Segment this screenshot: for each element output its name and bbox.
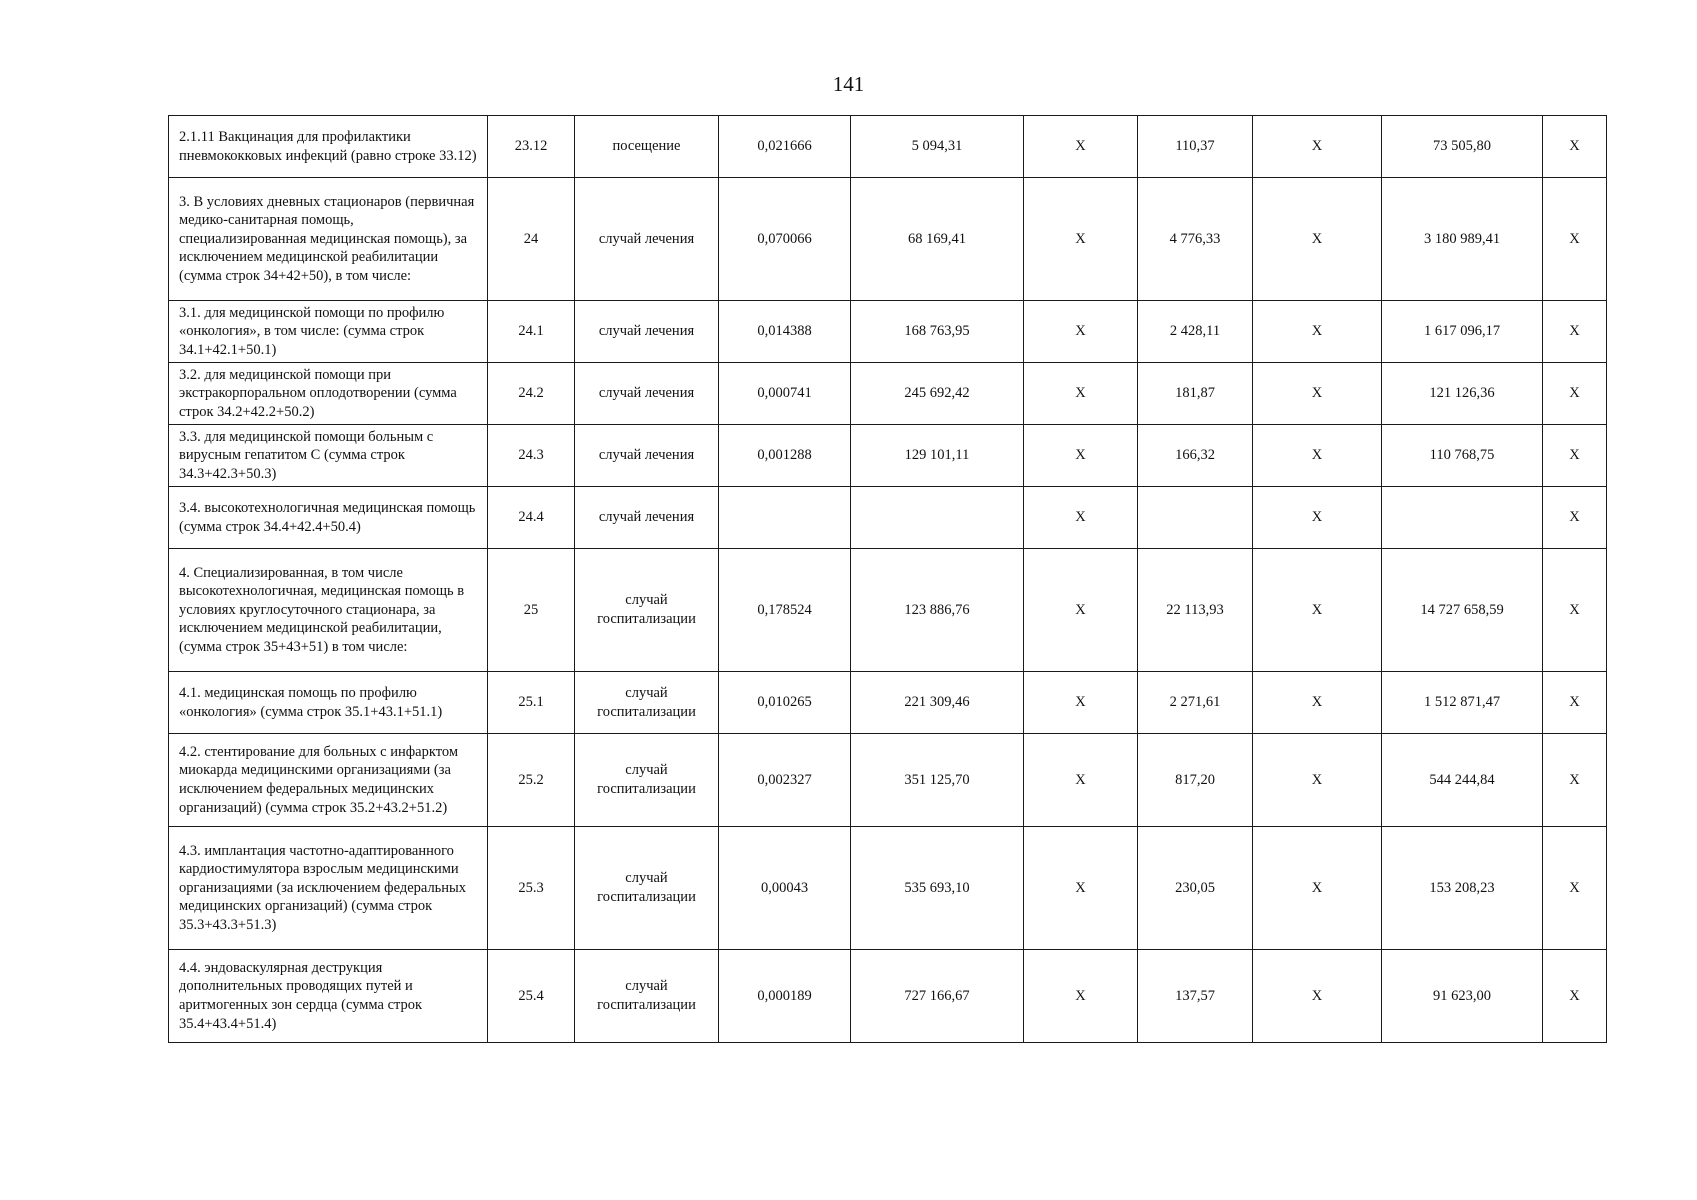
row-total: 1 617 096,17 — [1382, 301, 1543, 363]
row-code: 25.3 — [488, 827, 575, 950]
row-volume: 0,000189 — [719, 950, 851, 1043]
table-row — [169, 178, 1607, 301]
row-x-mark: Х — [1253, 425, 1382, 487]
row-code: 24.4 — [488, 487, 575, 549]
row-unit: случай госпитализации — [575, 672, 719, 734]
row-per-capita — [1138, 487, 1253, 549]
row-unit: случай лечения — [575, 425, 719, 487]
row-unit: случай лечения — [575, 363, 719, 425]
row-x-mark: Х — [1024, 549, 1138, 672]
row-x-mark: Х — [1024, 425, 1138, 487]
row-description: 3.1. для медицинской помощи по профилю «онкология», в том числе: (сумма строк 34.1+42.1+50.1) — [169, 301, 488, 363]
row-description: 4.1. медицинская помощь по профилю «онкология» (сумма строк 35.1+43.1+51.1) — [169, 672, 488, 734]
row-x-mark: Х — [1543, 116, 1607, 178]
row-volume: 0,001288 — [719, 425, 851, 487]
row-unit: случай госпитализации — [575, 950, 719, 1043]
page-number: 141 — [832, 72, 865, 96]
row-volume — [719, 487, 851, 549]
table-row — [169, 672, 1607, 734]
row-description: 4.4. эндоваскулярная деструкция дополнительных проводящих путей и аритмогенных зон сердца (сумма строк 35.4+43.4+51.4) — [169, 950, 488, 1043]
row-code: 25.1 — [488, 672, 575, 734]
row-cost — [851, 487, 1024, 549]
row-code: 24.2 — [488, 363, 575, 425]
row-x-mark: Х — [1253, 301, 1382, 363]
row-cost: 123 886,76 — [851, 549, 1024, 672]
row-volume: 0,021666 — [719, 116, 851, 178]
row-x-mark: Х — [1543, 549, 1607, 672]
row-total: 110 768,75 — [1382, 425, 1543, 487]
table-row — [169, 549, 1607, 672]
row-x-mark: Х — [1024, 672, 1138, 734]
row-total: 14 727 658,59 — [1382, 549, 1543, 672]
row-x-mark: Х — [1024, 487, 1138, 549]
row-total: 121 126,36 — [1382, 363, 1543, 425]
row-total: 3 180 989,41 — [1382, 178, 1543, 301]
row-cost: 535 693,10 — [851, 827, 1024, 950]
table-row — [169, 116, 1607, 178]
data-table — [168, 115, 1607, 1043]
row-total — [1382, 487, 1543, 549]
row-unit: случай лечения — [575, 178, 719, 301]
table-row — [169, 827, 1607, 950]
row-cost: 68 169,41 — [851, 178, 1024, 301]
row-code: 25.4 — [488, 950, 575, 1043]
row-x-mark: Х — [1543, 827, 1607, 950]
row-x-mark: Х — [1543, 487, 1607, 549]
row-x-mark: Х — [1253, 827, 1382, 950]
row-description: 3.4. высокотехнологичная медицинская помощь (сумма строк 34.4+42.4+50.4) — [169, 487, 488, 549]
row-volume: 0,002327 — [719, 734, 851, 827]
table-row — [169, 950, 1607, 1043]
row-cost: 5 094,31 — [851, 116, 1024, 178]
table-row — [169, 363, 1607, 425]
row-x-mark: Х — [1024, 734, 1138, 827]
row-volume: 0,010265 — [719, 672, 851, 734]
row-x-mark: Х — [1024, 363, 1138, 425]
row-description: 4.3. имплантация частотно-адаптированного кардиостимулятора взрослым медицинскими организациями (за исключением федеральных медицинских организаций) (сумма строк 35.3+43.3+51.3) — [169, 827, 488, 950]
row-x-mark: Х — [1024, 301, 1138, 363]
row-volume: 0,00043 — [719, 827, 851, 950]
row-x-mark: Х — [1543, 734, 1607, 827]
row-cost: 351 125,70 — [851, 734, 1024, 827]
row-unit: случай госпитализации — [575, 734, 719, 827]
row-total: 153 208,23 — [1382, 827, 1543, 950]
row-x-mark: Х — [1543, 672, 1607, 734]
row-x-mark: Х — [1543, 301, 1607, 363]
row-per-capita: 230,05 — [1138, 827, 1253, 950]
row-per-capita: 137,57 — [1138, 950, 1253, 1043]
row-description: 2.1.11 Вакцинация для профилактики пневмококковых инфекций (равно строке 33.12) — [169, 116, 488, 178]
row-total: 1 512 871,47 — [1382, 672, 1543, 734]
row-description: 3.2. для медицинской помощи при экстракорпоральном оплодотворении (сумма строк 34.2+42.2+50.2) — [169, 363, 488, 425]
row-unit: случай лечения — [575, 487, 719, 549]
row-per-capita: 22 113,93 — [1138, 549, 1253, 672]
table-row — [169, 734, 1607, 827]
row-x-mark: Х — [1024, 178, 1138, 301]
row-code: 25 — [488, 549, 575, 672]
row-x-mark: Х — [1253, 734, 1382, 827]
row-volume: 0,000741 — [719, 363, 851, 425]
row-unit: случай госпитализации — [575, 827, 719, 950]
row-x-mark: Х — [1024, 827, 1138, 950]
row-x-mark: Х — [1253, 950, 1382, 1043]
row-cost: 168 763,95 — [851, 301, 1024, 363]
row-volume: 0,014388 — [719, 301, 851, 363]
row-description: 3. В условиях дневных стационаров (первичная медико-санитарная помощь, специализированная медицинская помощь), за исключением медицинской реабилитации (сумма строк 34+42+50), в том числе: — [169, 178, 488, 301]
row-x-mark: Х — [1543, 363, 1607, 425]
row-x-mark: Х — [1024, 116, 1138, 178]
row-per-capita: 817,20 — [1138, 734, 1253, 827]
row-unit: случай лечения — [575, 301, 719, 363]
row-x-mark: Х — [1543, 425, 1607, 487]
row-cost: 221 309,46 — [851, 672, 1024, 734]
row-x-mark: Х — [1253, 116, 1382, 178]
row-x-mark: Х — [1024, 950, 1138, 1043]
row-code: 23.12 — [488, 116, 575, 178]
row-x-mark: Х — [1253, 363, 1382, 425]
row-volume: 0,070066 — [719, 178, 851, 301]
row-cost: 129 101,11 — [851, 425, 1024, 487]
row-per-capita: 4 776,33 — [1138, 178, 1253, 301]
row-code: 24.3 — [488, 425, 575, 487]
row-cost: 245 692,42 — [851, 363, 1024, 425]
row-per-capita: 181,87 — [1138, 363, 1253, 425]
row-description: 4. Специализированная, в том числе высокотехнологичная, медицинская помощь в условиях круглосуточного стационара, за исключением медицинской реабилитации, (сумма строк 35+43+51) в том числе: — [169, 549, 488, 672]
row-volume: 0,178524 — [719, 549, 851, 672]
row-total: 544 244,84 — [1382, 734, 1543, 827]
row-x-mark: Х — [1543, 178, 1607, 301]
row-unit: случай госпитализации — [575, 549, 719, 672]
row-per-capita: 110,37 — [1138, 116, 1253, 178]
row-unit: посещение — [575, 116, 719, 178]
row-code: 25.2 — [488, 734, 575, 827]
row-code: 24.1 — [488, 301, 575, 363]
row-description: 3.3. для медицинской помощи больным с вирусным гепатитом С (сумма строк 34.3+42.3+50.3) — [169, 425, 488, 487]
row-description: 4.2. стентирование для больных с инфарктом миокарда медицинскими организациями (за исключением федеральных медицинских организаций) (сумма строк 35.2+43.2+51.2) — [169, 734, 488, 827]
row-total: 73 505,80 — [1382, 116, 1543, 178]
row-total: 91 623,00 — [1382, 950, 1543, 1043]
row-per-capita: 2 428,11 — [1138, 301, 1253, 363]
table-row — [169, 301, 1607, 363]
row-x-mark: Х — [1543, 950, 1607, 1043]
row-cost: 727 166,67 — [851, 950, 1024, 1043]
row-x-mark: Х — [1253, 178, 1382, 301]
row-per-capita: 2 271,61 — [1138, 672, 1253, 734]
table-row — [169, 425, 1607, 487]
row-x-mark: Х — [1253, 487, 1382, 549]
table-row — [169, 487, 1607, 549]
row-per-capita: 166,32 — [1138, 425, 1253, 487]
row-x-mark: Х — [1253, 549, 1382, 672]
row-x-mark: Х — [1253, 672, 1382, 734]
row-code: 24 — [488, 178, 575, 301]
